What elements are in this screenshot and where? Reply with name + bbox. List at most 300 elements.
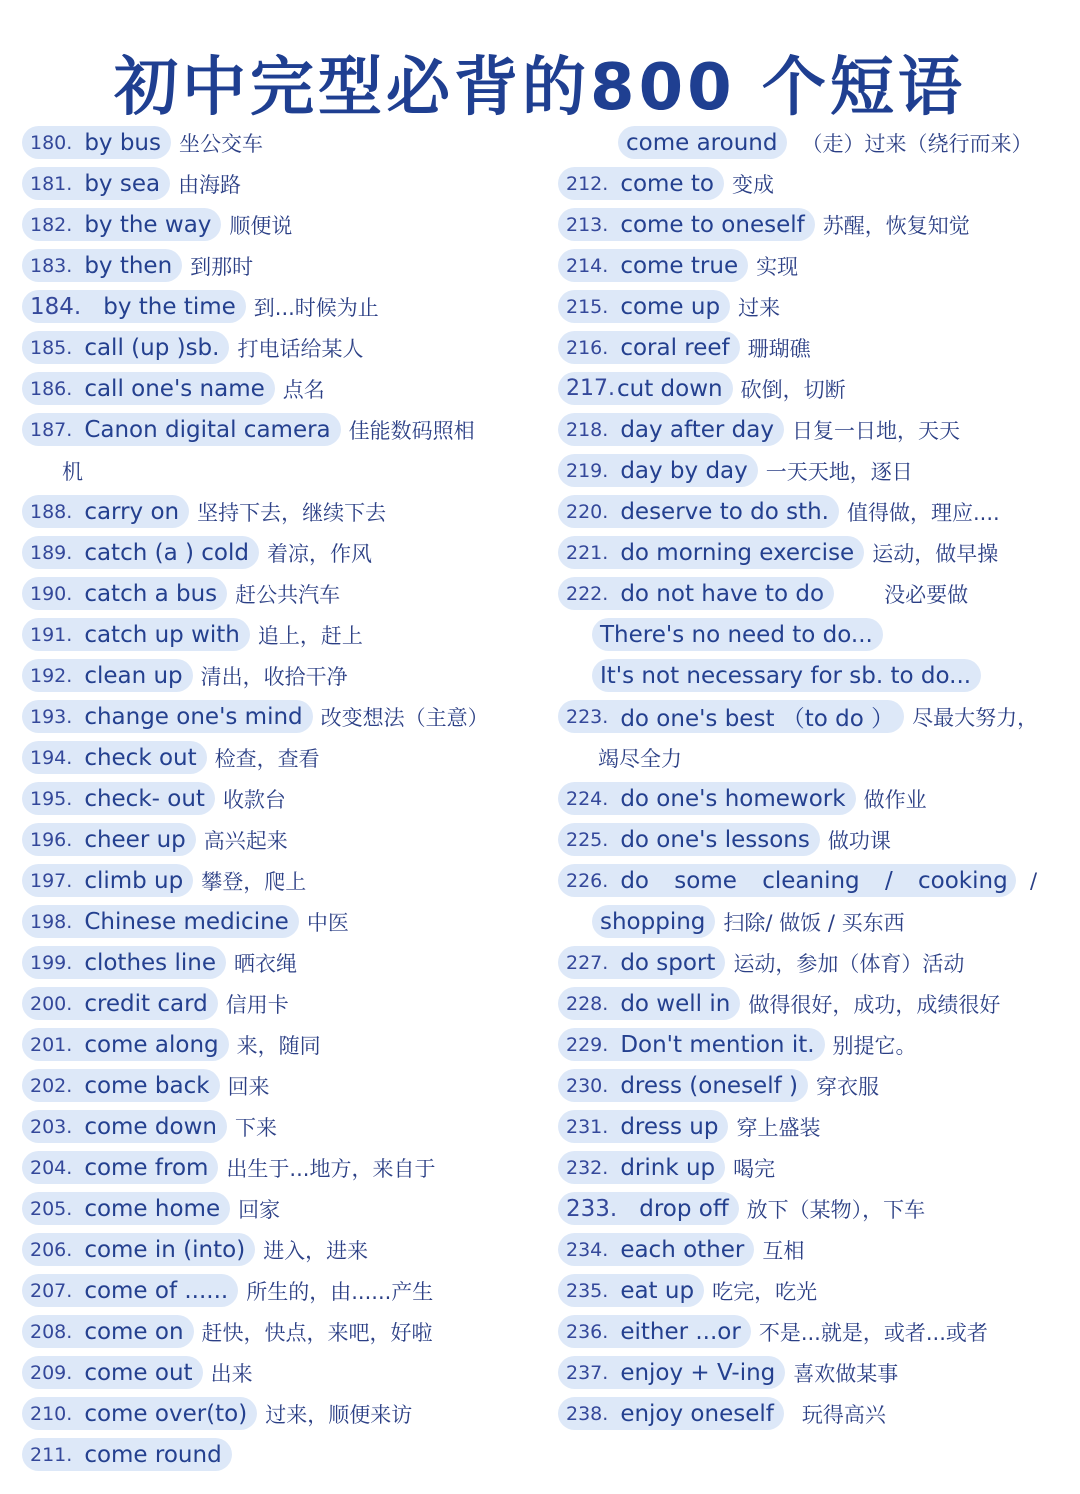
list-item <box>558 1393 1058 1434</box>
english-phrase: come in (into) <box>84 1236 246 1263</box>
list-item <box>22 491 532 532</box>
phrase-highlight <box>592 618 883 651</box>
phrase-highlight <box>22 536 259 569</box>
phrase-highlight <box>558 1192 739 1225</box>
phrase-highlight <box>22 782 215 815</box>
item-number: 210. <box>30 1402 73 1425</box>
item-number: 183. <box>30 254 73 277</box>
english-phrase: come round <box>84 1441 222 1468</box>
phrase-highlight <box>558 1151 725 1184</box>
chinese-meaning: 扫除/ 做饭 / 买东西 <box>723 910 905 935</box>
left-phrase-column <box>22 122 532 1475</box>
english-phrase: do well in <box>620 990 731 1017</box>
phrase-highlight <box>22 1151 218 1184</box>
chinese-meaning: 做作业 <box>863 787 927 812</box>
item-number: 214. <box>566 254 609 277</box>
list-item <box>558 860 1058 901</box>
list-item-subphrase <box>558 655 1058 696</box>
item-number: 209. <box>30 1361 73 1384</box>
english-phrase: come over(to) <box>84 1400 248 1427</box>
chinese-meaning: 改变想法（主意） <box>320 705 489 730</box>
list-item <box>558 1311 1058 1352</box>
english-phrase: by bus <box>84 129 161 156</box>
chinese-meaning: 检查，查看 <box>214 746 320 771</box>
chinese-meaning: 喝完 <box>733 1156 776 1181</box>
chinese-meaning: 穿衣服 <box>815 1074 879 1099</box>
item-number: 227. <box>566 951 609 974</box>
english-phrase: come true <box>620 252 739 279</box>
chinese-meaning: 信用卡 <box>225 992 289 1017</box>
list-item <box>22 696 532 737</box>
list-item <box>22 409 532 450</box>
list-item <box>22 737 532 778</box>
list-item <box>558 1147 1058 1188</box>
english-phrase: clothes line <box>84 949 216 976</box>
phrase-highlight <box>22 495 189 528</box>
item-number: 234. <box>566 1238 609 1261</box>
chinese-meaning: 点名 <box>282 377 325 402</box>
chinese-meaning: 做得很好，成功，成绩很好 <box>748 992 1001 1017</box>
item-number: 182. <box>30 213 73 236</box>
item-number: 206. <box>30 1238 73 1261</box>
chinese-meaning: 珊瑚礁 <box>747 336 811 361</box>
english-phrase: come on <box>84 1318 184 1345</box>
english-phrase: by sea <box>84 170 161 197</box>
chinese-meaning: 玩得高兴 <box>801 1402 886 1427</box>
item-number: 190. <box>30 582 73 605</box>
chinese-meaning: 一天天地，逐日 <box>765 459 913 484</box>
list-item <box>558 450 1058 491</box>
english-phrase: day after day <box>620 416 774 443</box>
item-number: 186. <box>30 377 73 400</box>
list-item <box>22 1270 532 1311</box>
english-phrase: do some cleaning / cooking <box>620 867 1008 894</box>
chinese-meaning: 中医 <box>306 910 349 935</box>
phrase-highlight <box>22 1028 229 1061</box>
chinese-meaning: 进入，进来 <box>263 1238 369 1263</box>
list-item-continuation <box>558 901 1058 942</box>
item-number: 208. <box>30 1320 73 1343</box>
phrase-highlight <box>22 208 221 241</box>
english-phrase: clean up <box>84 662 183 689</box>
list-item <box>558 204 1058 245</box>
english-phrase: call (up )sb. <box>84 334 220 361</box>
chinese-meaning: 赶公共汽车 <box>235 582 341 607</box>
english-phrase: catch a bus <box>84 580 218 607</box>
chinese-meaning: 吃完，吃光 <box>712 1279 818 1304</box>
list-item <box>558 942 1058 983</box>
english-phrase: deserve to do sth. <box>620 498 829 525</box>
list-item <box>22 1311 532 1352</box>
page-title: 初中完型必背的800 个短语 <box>114 51 966 125</box>
english-phrase: come to <box>620 170 714 197</box>
phrase-highlight <box>558 536 864 569</box>
chinese-meaning: 下来 <box>234 1115 277 1140</box>
list-item <box>22 368 532 409</box>
chinese-meaning: 佳能数码照相 <box>348 418 475 443</box>
list-item <box>22 983 532 1024</box>
item-number: 225. <box>566 828 609 851</box>
phrase-highlight <box>22 823 196 856</box>
item-number: 184. <box>30 293 82 320</box>
phrase-highlight <box>22 126 171 159</box>
english-phrase: coral reef <box>620 334 730 361</box>
phrase-highlight <box>22 987 218 1020</box>
item-number: 238. <box>566 1402 609 1425</box>
item-number: 232. <box>566 1156 609 1179</box>
phrase-highlight <box>592 905 715 938</box>
list-item <box>22 1229 532 1270</box>
english-phrase: Chinese medicine <box>84 908 289 935</box>
item-number: 185. <box>30 336 73 359</box>
phrase-highlight <box>22 905 299 938</box>
english-phrase: come from <box>84 1154 209 1181</box>
phrase-highlight <box>558 823 820 856</box>
chinese-meaning: 尽最大努力， <box>912 705 1039 730</box>
english-phrase: climb up <box>84 867 184 894</box>
chinese-meaning: / <box>1030 868 1038 893</box>
phrase-highlight <box>558 1315 751 1348</box>
list-item <box>558 491 1058 532</box>
list-item <box>558 778 1058 819</box>
phrase-highlight <box>22 1233 255 1266</box>
phrase-highlight <box>558 1233 754 1266</box>
english-phrase: call one's name <box>84 375 265 402</box>
phrase-highlight <box>558 290 730 323</box>
english-phrase: come out <box>84 1359 193 1386</box>
phrase-highlight <box>558 1274 704 1307</box>
chinese-meaning: 清出，收拾干净 <box>200 664 348 689</box>
english-phrase: by the way <box>84 211 212 238</box>
list-item <box>22 532 532 573</box>
chinese-meaning: 回家 <box>238 1197 281 1222</box>
english-phrase: do one's lessons <box>620 826 810 853</box>
item-number: 197. <box>30 869 73 892</box>
list-item-continuation <box>22 450 532 491</box>
phrase-highlight <box>558 1069 808 1102</box>
english-phrase: enjoy + V-ing <box>620 1359 776 1386</box>
english-phrase: each other <box>620 1236 745 1263</box>
chinese-meaning: 打电话给某人 <box>237 336 364 361</box>
chinese-meaning: 不是...就是，或者...或者 <box>758 1320 988 1345</box>
phrase-highlight <box>558 167 724 200</box>
item-number: 181. <box>30 172 73 195</box>
english-phrase: by then <box>84 252 173 279</box>
item-number: 207. <box>30 1279 73 1302</box>
chinese-meaning: 到那时 <box>190 254 254 279</box>
list-item <box>22 1106 532 1147</box>
english-phrase: come home <box>84 1195 221 1222</box>
english-phrase: do not have to do <box>620 580 825 607</box>
list-item-subphrase <box>558 614 1058 655</box>
chinese-meaning: 过来，顺便来访 <box>265 1402 413 1427</box>
english-phrase: credit card <box>84 990 208 1017</box>
list-item <box>22 1393 532 1434</box>
item-number: 231. <box>566 1115 609 1138</box>
chinese-meaning-continued: 机 <box>62 459 83 484</box>
item-number: 224. <box>566 787 609 810</box>
chinese-meaning: 着凉，作风 <box>266 541 372 566</box>
item-number: 205. <box>30 1197 73 1220</box>
list-item <box>558 819 1058 860</box>
list-item <box>558 1229 1058 1270</box>
english-phrase: enjoy oneself <box>620 1400 774 1427</box>
item-number: 194. <box>30 746 73 769</box>
english-phrase: drop off <box>639 1195 729 1222</box>
item-number: 220. <box>566 500 609 523</box>
english-phrase: do sport <box>620 949 716 976</box>
chinese-meaning: 日复一日地，天天 <box>791 418 960 443</box>
phrase-highlight <box>22 618 250 651</box>
phrase-highlight <box>558 331 740 364</box>
english-phrase: come of ...... <box>84 1277 229 1304</box>
list-item <box>22 942 532 983</box>
item-number: 203. <box>30 1115 73 1138</box>
phrase-highlight <box>22 1192 230 1225</box>
item-number: 199. <box>30 951 73 974</box>
phrase-highlight <box>22 249 182 282</box>
item-number: 191. <box>30 623 73 646</box>
list-item <box>558 1352 1058 1393</box>
list-item <box>558 286 1058 327</box>
english-phrase: come down <box>84 1113 217 1140</box>
chinese-meaning: 变成 <box>732 172 774 197</box>
phrase-highlight <box>558 1028 825 1061</box>
item-number: 218. <box>566 418 609 441</box>
chinese-meaning: 攀登，爬上 <box>201 869 307 894</box>
list-item <box>558 1024 1058 1065</box>
phrase-highlight <box>558 577 834 610</box>
chinese-meaning: 放下（某物），下车 <box>746 1197 926 1222</box>
phrase-highlight <box>22 331 229 364</box>
list-item <box>558 409 1058 450</box>
phrase-highlight <box>22 167 170 200</box>
item-number: 215. <box>566 295 609 318</box>
list-item <box>22 163 532 204</box>
chinese-meaning: 由海路 <box>178 172 242 197</box>
list-item <box>22 1434 532 1475</box>
item-number: 219. <box>566 459 609 482</box>
chinese-meaning: 做功课 <box>827 828 891 853</box>
item-number: 217. <box>566 376 615 401</box>
phrase-highlight <box>22 290 246 323</box>
chinese-meaning: 运动，参加（体育）活动 <box>733 951 965 976</box>
chinese-meaning: 来，随同 <box>236 1033 321 1058</box>
english-phrase: carry on <box>84 498 180 525</box>
english-phrase: shopping <box>600 908 706 935</box>
english-phrase: either ...or <box>620 1318 741 1345</box>
english-phrase: do one's best （to do ） <box>620 706 895 732</box>
english-phrase: day by day <box>620 457 748 484</box>
list-item <box>22 122 532 163</box>
english-phrase: catch (a ) cold <box>84 539 249 566</box>
list-item <box>558 1106 1058 1147</box>
phrase-highlight <box>22 1438 232 1471</box>
phrase-highlight <box>22 372 275 405</box>
phrase-highlight <box>22 741 207 774</box>
list-item <box>22 778 532 819</box>
item-number: 222. <box>566 582 609 605</box>
phrase-highlight <box>558 700 904 733</box>
chinese-meaning: 值得做，理应.... <box>847 500 1000 525</box>
english-phrase: There's no need to do... <box>600 621 873 648</box>
phrase-highlight <box>558 864 1016 897</box>
list-item <box>22 573 532 614</box>
list-item <box>22 1352 532 1393</box>
list-item <box>558 368 1058 409</box>
chinese-meaning: 互相 <box>762 1238 805 1263</box>
list-item <box>558 327 1058 368</box>
item-number: 223. <box>566 705 609 728</box>
list-item <box>22 901 532 942</box>
english-phrase: check out <box>84 744 197 771</box>
english-phrase: cut down <box>616 375 723 402</box>
list-item <box>558 532 1058 573</box>
item-number: 195. <box>30 787 73 810</box>
english-phrase: drink up <box>620 1154 716 1181</box>
item-number: 235. <box>566 1279 609 1302</box>
phrase-highlight <box>22 1315 194 1348</box>
phrase-highlight <box>618 126 787 159</box>
phrase-highlight <box>558 208 815 241</box>
chinese-meaning: 收款台 <box>222 787 286 812</box>
phrase-highlight <box>558 495 839 528</box>
english-phrase: do one's homework <box>620 785 846 812</box>
chinese-meaning-continued: 竭尽全力 <box>598 746 682 771</box>
chinese-meaning: 出来 <box>210 1361 253 1386</box>
item-number: 226. <box>566 869 609 892</box>
phrase-highlight <box>22 700 313 733</box>
item-number: 212. <box>566 172 609 195</box>
list-item <box>22 860 532 901</box>
chinese-meaning: 赶快，快点，来吧，好啦 <box>201 1320 433 1345</box>
phrase-highlight <box>558 987 740 1020</box>
chinese-meaning: 运动，做早操 <box>872 541 999 566</box>
item-number: 213. <box>566 213 609 236</box>
chinese-meaning: 高兴起来 <box>203 828 288 853</box>
list-item <box>22 1065 532 1106</box>
list-item <box>558 1188 1058 1229</box>
phrase-highlight <box>22 1356 203 1389</box>
list-item <box>22 286 532 327</box>
phrase-highlight <box>22 659 193 692</box>
chinese-meaning: 坐公交车 <box>179 131 263 156</box>
chinese-meaning: 晒衣绳 <box>233 951 297 976</box>
item-number: 204. <box>30 1156 73 1179</box>
item-number: 202. <box>30 1074 73 1097</box>
item-number: 228. <box>566 992 609 1015</box>
phrase-highlight <box>22 864 193 897</box>
phrase-highlight <box>592 659 981 692</box>
list-item <box>558 122 1058 163</box>
phrase-highlight <box>22 946 226 979</box>
english-phrase: It's not necessary for sb. to do... <box>600 662 972 689</box>
chinese-meaning: 苏醒，恢复知觉 <box>822 213 970 238</box>
list-item <box>558 1270 1058 1311</box>
chinese-meaning: 喜欢做某事 <box>793 1361 899 1386</box>
phrase-highlight <box>22 1274 238 1307</box>
list-item <box>22 1188 532 1229</box>
english-phrase: come back <box>84 1072 210 1099</box>
list-item-continuation <box>558 737 1058 778</box>
phrase-highlight <box>558 946 725 979</box>
english-phrase: change one's mind <box>84 703 303 730</box>
chinese-meaning: 实现 <box>756 254 799 279</box>
item-number: 211. <box>30 1443 73 1466</box>
chinese-meaning: 坚持下去，继续下去 <box>197 500 387 525</box>
list-item <box>22 655 532 696</box>
chinese-meaning: 追上，赶上 <box>257 623 363 648</box>
list-item <box>22 1024 532 1065</box>
chinese-meaning: 顺便说 <box>229 213 293 238</box>
chinese-meaning: 过来 <box>738 295 781 320</box>
chinese-meaning: （走）过来（绕行而来） <box>801 131 1033 156</box>
phrase-highlight <box>558 372 733 405</box>
english-phrase: come around <box>626 129 778 156</box>
phrase-highlight <box>558 1110 728 1143</box>
phrase-highlight <box>22 1397 257 1430</box>
item-number: 221. <box>566 541 609 564</box>
english-phrase: do morning exercise <box>620 539 855 566</box>
item-number: 193. <box>30 705 73 728</box>
item-number: 233. <box>566 1195 618 1222</box>
list-item <box>22 614 532 655</box>
english-phrase: dress (oneself ) <box>620 1072 798 1099</box>
item-number: 198. <box>30 910 73 933</box>
right-phrase-column <box>558 122 1058 1434</box>
english-phrase: by the time <box>103 293 236 320</box>
chinese-meaning: 到...时候为止 <box>253 295 379 320</box>
english-phrase: dress up <box>620 1113 719 1140</box>
list-item <box>22 204 532 245</box>
phrase-highlight <box>22 1069 220 1102</box>
list-item <box>22 1147 532 1188</box>
english-phrase: come up <box>620 293 721 320</box>
item-number: 180. <box>30 131 73 154</box>
phrase-highlight <box>558 782 856 815</box>
list-item <box>22 245 532 286</box>
phrase-highlight <box>558 1356 785 1389</box>
english-phrase: check- out <box>84 785 205 812</box>
chinese-meaning: 出生于...地方，来自于 <box>226 1156 436 1181</box>
english-phrase: come along <box>84 1031 219 1058</box>
phrase-highlight <box>22 1110 227 1143</box>
item-number: 196. <box>30 828 73 851</box>
item-number: 229. <box>566 1033 609 1056</box>
chinese-meaning: 所生的，由......产生 <box>246 1279 434 1304</box>
list-item <box>558 245 1058 286</box>
item-number: 192. <box>30 664 73 687</box>
list-item <box>558 163 1058 204</box>
english-phrase: come to oneself <box>620 211 805 238</box>
chinese-meaning: 别提它。 <box>832 1033 917 1058</box>
english-phrase: Don't mention it. <box>620 1031 815 1058</box>
list-item <box>558 696 1058 737</box>
item-number: 200. <box>30 992 73 1015</box>
chinese-meaning: 砍倒，切断 <box>740 377 846 402</box>
item-number: 216. <box>566 336 609 359</box>
chinese-meaning: 没必要做 <box>884 582 969 607</box>
list-item <box>558 983 1058 1024</box>
list-item <box>22 327 532 368</box>
list-item <box>22 819 532 860</box>
item-number: 230. <box>566 1074 609 1097</box>
phrase-highlight <box>22 413 341 446</box>
list-item <box>558 573 1058 614</box>
phrase-highlight <box>558 249 748 282</box>
phrase-highlight <box>558 454 758 487</box>
english-phrase: eat up <box>620 1277 695 1304</box>
